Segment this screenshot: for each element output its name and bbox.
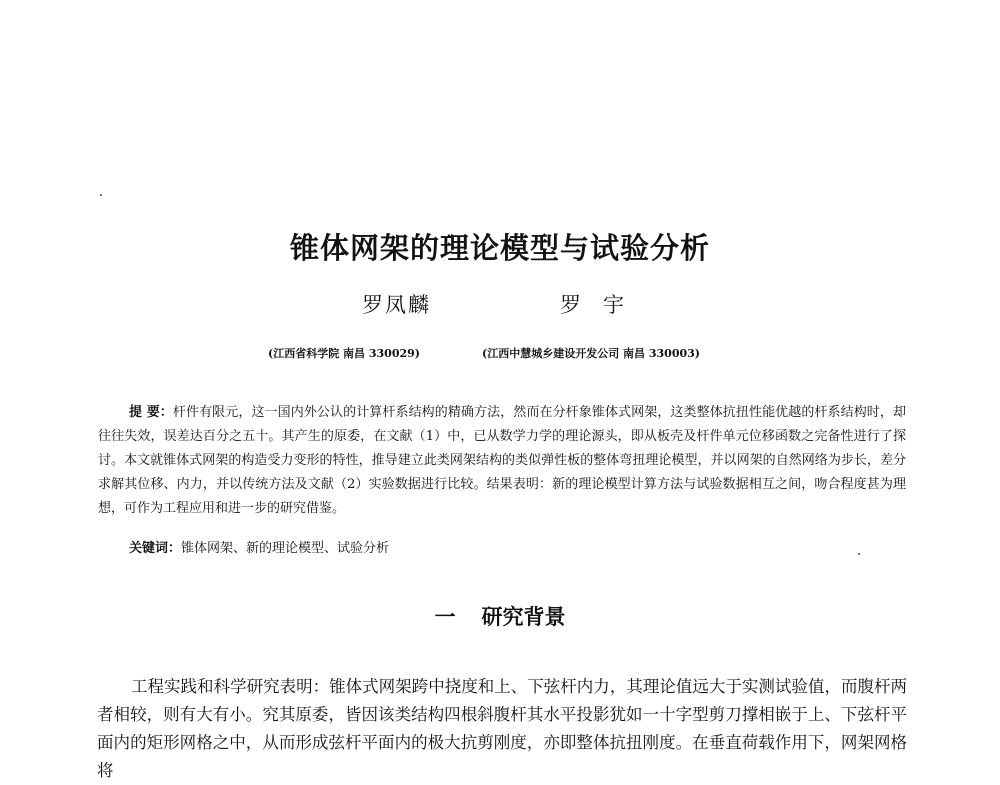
body-paragraph: 工程实践和科学研究表明：锥体式网架跨中挠度和上、下弦杆内力，其理论值远大于实测试验值，而腹杆两者相较，则有大有小。究其原委，皆因该类结构四根斜腹杆其水平投影犹如一十字型剪刀撑相嵌于上、下弦杆平面内的矩形网格之中，从而形成弦杆平面内的极大抗剪刚度，亦即整体抗扭刚度。在垂直荷载作用下，网架网格将 [97, 677, 907, 780]
abstract [98, 401, 906, 521]
affiliation-1: (江西省科学院 南昌 330029) [268, 347, 420, 360]
author-2: 罗宇 [560, 293, 646, 317]
section-title: 研究背景 [481, 605, 566, 629]
section-heading [0, 601, 1000, 631]
scan-speck [858, 553, 860, 555]
section-number: 一 [434, 605, 456, 629]
keywords [129, 537, 389, 561]
affiliation-2: (江西中慧城乡建设开发公司 南昌 330003) [482, 347, 700, 360]
keywords-label: 关键词： [129, 541, 182, 556]
keywords-text: 锥体网架、新的理论模型、试验分析 [181, 541, 390, 556]
scan-speck [100, 194, 102, 196]
abstract-text: 杆件有限元，这一国内外公认的计算杆系结构的精确方法，然而在分杆象锥体式网架，这类整体抗扭性能优越的杆系结构时，却往往失效，误差达百分之五十。其产生的原委，在文献（1）中，已从数学力学的理论源头，即从板壳及杆件单元位移函数之完备性进行了探讨。本文就锥体式网架的构造受力变形的特性，推导建立此类网架结构的类似弹性板的整体弯扭理论模型，并以网架的自然网络为步长，差分求解其位移、内力，并以传统方法及文献（2）实验数据进行比较。结果表明：新的理论模型计算方法与试验数据相互之间，吻合程度甚为理想，可作为工程应用和进一步的研究借鉴。 [98, 405, 906, 516]
abstract-label: 提 要： [129, 405, 173, 420]
paper-title: 锥体网架的理论模型与试验分析 [289, 231, 710, 265]
author-1: 罗凤麟 [362, 293, 431, 317]
